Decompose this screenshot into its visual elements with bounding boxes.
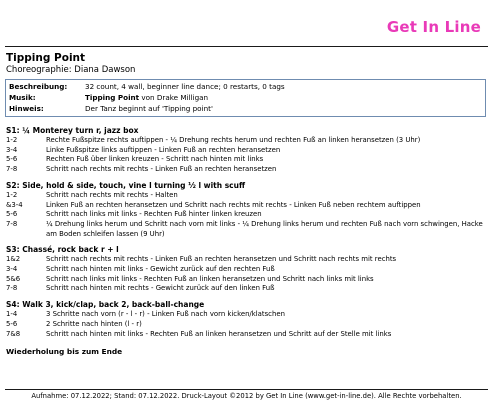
header-divider — [5, 46, 488, 47]
step-text: Schritt nach hinten mit rechts - Gewicht zurück auf den linken Fuß — [46, 284, 275, 293]
step-row — [6, 210, 484, 220]
step-count: 7&8 — [6, 329, 21, 338]
step-row — [6, 136, 484, 146]
step-row — [6, 220, 484, 239]
step-row — [6, 284, 484, 294]
step-row — [6, 191, 484, 201]
step-count: 3-4 — [6, 265, 18, 274]
step-text: Rechten Fuß über linken kreuzen - Schritt nach hinten mit links — [46, 155, 264, 164]
step-row — [6, 275, 484, 285]
section-title: S2: Side, hold & side, touch, vine l turning ½ l with scuff — [6, 180, 246, 190]
footer-copyright: Aufnahme: 07.12.2022; Stand: 07.12.2022. Druck-Layout ©2012 by Get In Line (www.get-in-line.de). Alle Rechte vorbehalten. — [31, 392, 462, 400]
info-value: Der Tanz beginnt auf 'Tipping point' — [85, 104, 213, 113]
step-text: Schritt nach rechts mit rechts - Halten — [46, 190, 178, 199]
brand-logo: Get In Line — [386, 18, 481, 36]
step-count: 1-4 — [6, 310, 18, 319]
step-text: Schritt nach hinten mit links - Gewicht zurück auf den rechten Fuß — [46, 265, 275, 274]
step-row — [6, 310, 484, 320]
repeat-note: Wiederholung bis zum Ende — [6, 347, 123, 357]
choreographer: Choreographie: Diana Dawson — [6, 65, 136, 75]
section-title: S3: Chassé, rock back r + l — [6, 245, 119, 255]
step-text: Schritt nach rechts mit rechts - Linken Fuß an rechten heransetzen und Schritt nach rechts mit rechts — [46, 255, 397, 264]
step-count: 1-2 — [6, 190, 18, 199]
info-label: Beschreibung: — [9, 82, 68, 91]
info-value: 32 count, 4 wall, beginner line dance; 0 restarts, 0 tags — [85, 82, 285, 91]
step-count: 5-6 — [6, 210, 18, 219]
step-row — [6, 330, 484, 340]
step-row — [6, 265, 484, 275]
step-text: ¼ Drehung links herum und Schritt nach vorn mit links - ¼ Drehung links herum und rechten Fuß nach vorn schwingen, Hacke am Boden schleifen lassen (9 Uhr) — [46, 219, 483, 238]
step-text: Schritt nach links mit links - Rechten Fuß hinter linken kreuzen — [46, 210, 262, 219]
step-text: 3 Schritte nach vorn (r - l - r) - Linken Fuß nach vorn kicken/klatschen — [46, 310, 285, 319]
info-row-hint — [9, 103, 485, 114]
info-row-music — [9, 92, 485, 103]
info-box — [5, 79, 486, 117]
step-row — [6, 320, 484, 330]
step-sheet — [6, 122, 484, 356]
step-count: &3-4 — [6, 200, 23, 209]
section-title: S4: Walk 3, kick/clap, back 2, back-ball-change — [6, 300, 205, 310]
step-count: 5&6 — [6, 274, 21, 283]
step-count: 7-8 — [6, 165, 18, 174]
step-text: Schritt nach hinten mit links - Rechten Fuß an linken heransetzen und Schritt auf der Stelle mit links — [46, 329, 392, 338]
step-count: 7-8 — [6, 219, 18, 228]
step-text: Rechte Fußspitze rechts auftippen - ¼ Drehung rechts herum und rechten Fuß an linken heransetzen (3 Uhr) — [46, 136, 421, 144]
step-text: Linke Fußspitze links auftippen - Linken Fuß an rechten heransetzen — [46, 145, 281, 154]
step-text: Schritt nach rechts mit rechts - Linken Fuß an rechten heransetzen — [46, 165, 277, 174]
footer-divider — [5, 389, 488, 390]
step-count: 5-6 — [6, 319, 18, 328]
step-text: Linken Fuß an rechten heransetzen und Schritt nach rechts mit rechts - Linken Fuß neben rechtem auftippen — [46, 200, 421, 209]
step-row — [6, 165, 484, 175]
song-artist: von Drake Milligan — [139, 93, 209, 102]
info-label: Hinweis: — [9, 104, 44, 113]
info-row-description — [9, 81, 485, 92]
step-row — [6, 201, 484, 211]
step-count: 1&2 — [6, 255, 21, 264]
step-count: 5-6 — [6, 155, 18, 164]
info-value — [85, 92, 485, 103]
dance-title: Tipping Point — [6, 52, 86, 64]
step-count: 1-2 — [6, 136, 18, 144]
step-count: 7-8 — [6, 284, 18, 293]
info-label: Musik: — [9, 93, 36, 102]
step-row — [6, 146, 484, 156]
step-row — [6, 255, 484, 265]
step-row — [6, 155, 484, 165]
step-text: 2 Schritte nach hinten (l - r) — [46, 319, 142, 328]
step-count: 3-4 — [6, 145, 18, 154]
step-text: Schritt nach links mit links - Rechten Fuß an linken heransetzen und Schritt nach links mit links — [46, 274, 374, 283]
section-title: S1: ¼ Monterey turn r, jazz box — [6, 126, 139, 135]
song-title: Tipping Point — [85, 93, 140, 102]
